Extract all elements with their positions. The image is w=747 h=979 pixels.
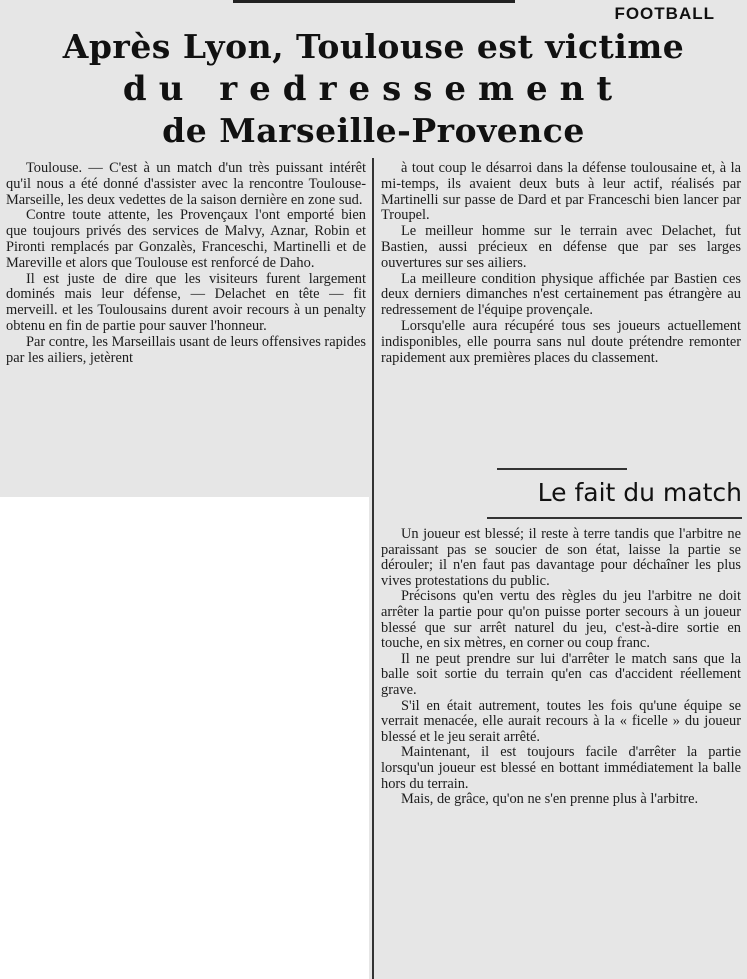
article-left-column [6,161,366,366]
headline-line-3: de Marseille-Provence [162,111,585,150]
paragraph: Maintenant, il est toujours facile d'arrêter la partie lorsqu'un joueur est blessé en bottant immédiatement la balle hors du terrain. [381,744,741,792]
article-right-column [381,161,741,366]
paragraph: Le meilleur homme sur le terrain avec Delachet, fut Bastien, aussi précieux en défense que par ses larges ouvertures sur ses ailiers. [381,223,741,271]
box-title: Le fait du match [537,478,742,507]
top-rule [233,0,515,3]
fait-du-match-box [381,527,741,808]
paragraph: La meilleure condition physique affichée par Bastien ces deux derniers dimanches n'est certainement pas étrangère au redressement de l'équipe provençale. [381,270,741,319]
paragraph: Toulouse. — C'est à un match d'un très puissant intérêt qu'il nous a été donné d'assister avec la rencontre Toulouse-Marseille, les deux vedettes de la saison dernière en zone sud. [6,160,366,208]
column-divider [372,158,374,979]
paragraph: Contre toute attente, les Provençaux l'ont emporté bien que toujours privés des services de Malvy, Aznar, Robin et Pironti remplacés par Gonzalès, Franceschi, Martinelli et de Mareville et alors que Toulouse est renforcé de Daho. [6,207,366,271]
headline-line-1: Après Lyon, Toulouse est victime [62,27,685,66]
headline [0,26,747,152]
subhead-rule-bottom [487,517,742,519]
section-rubric: FOOTBALL [614,4,715,23]
paragraph: Il ne peut prendre sur lui d'arrêter le match sans que la balle soit sortie du terrain qu'en cas d'accident réellement grave. [381,650,741,698]
headline-line-2: du redressement [122,69,625,109]
paragraph: Un joueur est blessé; il reste à terre tandis que l'arbitre ne paraissant pas se soucier de son état, laisse la partie se dérouler; il n'en faut pas davantage pour déchaîner les plus vives protestations du public. [381,526,741,589]
paragraph: S'il en était autrement, toutes les fois qu'une équipe se verrait menacée, elle aurait recours à la « ficelle » du joueur blessé et le jeu serait arrêté. [381,697,741,745]
subhead-rule-top [497,468,627,470]
paragraph: Il est juste de dire que les visiteurs furent largement dominés mais leur défense, — Delachet en tête — fit merveill. et les Toulousains durent avoir recours à un penalty obtenu en fin de partie pour sauver l'honneur. [6,270,366,334]
paragraph: Lorsqu'elle aura récupéré tous ses joueurs actuellement indisponibles, elle pourra sans nul doute prétendre remonter rapidement aux premières places du classement. [381,317,741,366]
paragraph: à tout coup le désarroi dans la défense toulousaine et, à la mi-temps, ils avaient deux buts à leur actif, réalisés par Martinelli sur passe de Dard et par Franceschi bien lancer par Troupel. [381,160,741,224]
blank-area [0,497,369,979]
paragraph: Par contre, les Marseillais usant de leurs offensives rapides par les ailiers, jetèrent [6,333,366,366]
paragraph: Précisons qu'en vertu des règles du jeu l'arbitre ne doit arrêter la partie pour qu'on puisse porter secours à un joueur blessé que sur arrêt naturel du jeu, c'est-à-dire sortie en touche, en six mètres, en corner ou coup franc. [381,588,741,652]
paragraph: Mais, de grâce, qu'on ne s'en prenne plus à l'arbitre. [401,791,699,808]
